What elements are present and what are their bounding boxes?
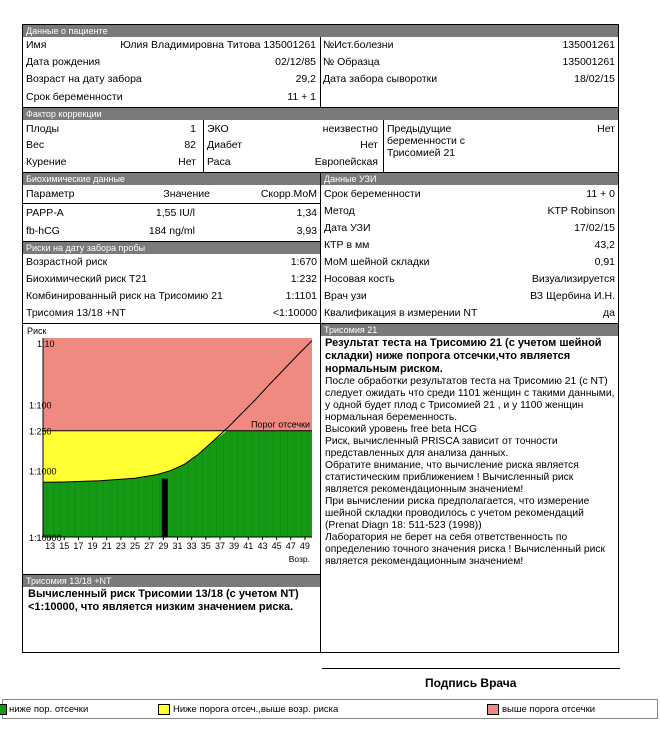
y-tick-label: 1:10	[37, 339, 55, 349]
dob-value: 02/12/85	[275, 56, 316, 68]
biochem-param: PAPP-A	[26, 207, 64, 219]
previous-value: Нет	[597, 123, 615, 135]
t21-title: Результат теста на Трисомию 21 (с учетом шейной складки) ниже попрога отсечки,что является нормальным риском.	[325, 337, 602, 375]
t21-line: После обработки результатов теста на Трисомию 21 (с NT) следует ожидать что среди 1101 женщин с такими данными, у одной будет плод с Трисомией 21 , и у 1100 женщин нормальная беременность.	[325, 376, 615, 423]
us-label: Квалификация в измерении NT	[324, 307, 478, 319]
ultrasound-header: Данные УЗИ	[321, 173, 618, 185]
risk-value: 1:1101	[285, 290, 317, 302]
race-value: Европейская	[314, 156, 378, 168]
us-label: Срок беременности	[324, 188, 421, 200]
legend-swatch-between	[158, 704, 170, 715]
us-label: Дата УЗИ	[324, 222, 371, 234]
biochem-value: 1,55 IU/l	[155, 207, 195, 219]
ultrasound-section	[320, 172, 619, 324]
us-label: КТР в мм	[324, 239, 370, 251]
risk-value: 1:670	[290, 256, 317, 268]
signature-line	[322, 668, 620, 669]
patient-marker	[162, 479, 168, 537]
diabetes-label: Диабет	[207, 139, 243, 151]
us-label: Врач узи	[324, 290, 367, 302]
patient-section	[22, 24, 619, 108]
t21-line: Лаборатория не берет на себя ответственность по определению точного значения риска ! Вычисленный риск является рекомендационным значением!	[325, 532, 606, 567]
risk-value: <1:10000	[272, 307, 317, 319]
previous-label: Предыдущие беременности с Трисомией 21	[387, 123, 466, 159]
us-label: Метод	[324, 205, 355, 217]
us-value: 43,2	[594, 239, 615, 251]
fetuses-label: Плоды	[26, 123, 60, 135]
serum-date-value: 18/02/15	[574, 73, 615, 85]
biochem-mom: 1,34	[296, 207, 317, 219]
history-value: 135001261	[562, 39, 615, 51]
legend-below: ниже пор. отсечки	[9, 704, 89, 715]
t1318-section	[22, 574, 321, 653]
x-tick-label: 39	[229, 541, 240, 551]
sample-label: № Образца	[323, 56, 380, 68]
t21-line: Высокий уровень free beta HCG	[325, 424, 477, 435]
eco-value: неизвестно	[322, 123, 378, 135]
risk-label: Комбинированный риск на Трисомию 21	[26, 290, 223, 302]
legend-between: Ниже порога отсеч.,выше возр. риска	[173, 704, 339, 715]
risks-section	[22, 241, 321, 324]
risk-chart-section	[22, 323, 321, 575]
cutoff-label: Порог отсечки	[251, 419, 310, 430]
patient-header: Данные о пациенте	[23, 25, 618, 37]
x-tick-label: 27	[144, 541, 155, 551]
us-label: МоМ шейной складки	[324, 256, 430, 268]
col-mom: Скорр.МоМ	[260, 188, 317, 200]
chart-title: Риск	[27, 326, 47, 336]
sample-value: 135001261	[562, 56, 615, 68]
race-label: Раса	[207, 156, 231, 168]
signature-label: Подпись Врача	[425, 676, 517, 690]
t21-header: Трисомия 21	[321, 324, 618, 336]
name-label: Имя	[26, 39, 47, 51]
x-tick-label: 29	[158, 541, 169, 551]
term-label: Срок беременности	[26, 91, 123, 103]
risk-label: Трисомия 13/18 +NT	[26, 307, 126, 319]
x-tick-label: 49	[299, 541, 310, 551]
x-tick-label: 13	[45, 541, 56, 551]
age-value: 29,2	[295, 73, 316, 85]
y-tick-label: 1:100	[29, 400, 52, 411]
legend-above: выше порога отсечки	[502, 704, 596, 715]
correction-section	[22, 107, 619, 173]
y-tick-label: 1:10000	[29, 533, 62, 543]
x-tick-label: 21	[101, 541, 112, 551]
legend-swatch-above	[487, 704, 499, 715]
t1318-text: Вычисленный риск Трисомии 13/18 (с учетом NT) <1:10000, что является низким значением риска.	[28, 588, 299, 613]
zone-above-cover	[43, 338, 312, 431]
name-value: Юлия Владимировна Титова 135001261	[120, 39, 316, 51]
x-tick-label: 17	[73, 541, 84, 551]
legend	[2, 699, 658, 719]
us-value: 0,91	[594, 256, 615, 268]
us-value: Визуализируется	[531, 273, 615, 285]
x-tick-label: 19	[87, 541, 98, 551]
risk-label: Биохимический риск Т21	[26, 273, 148, 285]
y-tick-label: 1:250	[29, 426, 52, 437]
t21-line: Обратите внимание, что вычисление риска является статистическим приближением ! Вычисленный риск является рекомендационным значением!	[325, 460, 579, 495]
history-label: №Ист.болезни	[323, 39, 394, 51]
biochem-header: Биохимические данные	[23, 173, 320, 185]
x-tick-label: 33	[186, 541, 197, 551]
x-tick-label: 35	[200, 541, 211, 551]
t1318-header: Трисомия 13/18 +NT	[23, 575, 320, 587]
t21-line: При вычислении риска предполагается, что измерение шейной складки проводилось с учетом рекомендаций (Prenat Diagn 18: 511-523 (1998))	[325, 496, 590, 531]
x-tick-label: 15	[59, 541, 70, 551]
x-tick-label: 47	[285, 541, 296, 551]
x-tick-label: 37	[214, 541, 225, 551]
col-param: Параметр	[26, 188, 75, 200]
x-axis-label: Возр.	[288, 554, 310, 564]
weight-value: 82	[184, 139, 196, 151]
biochem-mom: 3,93	[296, 225, 317, 237]
us-value: 17/02/15	[574, 222, 615, 234]
x-tick-label: 25	[130, 541, 141, 551]
biochem-param: fb-hCG	[26, 225, 60, 237]
risk-value: 1:232	[290, 273, 317, 285]
x-tick-label: 41	[243, 541, 254, 551]
x-tick-label: 43	[257, 541, 268, 551]
fetuses-value: 1	[190, 123, 196, 135]
risk-label: Возрастной риск	[26, 256, 108, 268]
diabetes-value: Нет	[360, 139, 378, 151]
y-tick-label: 1:1000	[29, 466, 57, 477]
biochem-value: 184 ng/ml	[148, 225, 195, 237]
weight-label: Вес	[26, 139, 45, 151]
correction-header: Фактор коррекции	[23, 108, 618, 120]
term-value: 11 + 1	[287, 91, 316, 103]
smoking-value: Нет	[178, 156, 196, 168]
us-value: KTP Robinson	[547, 205, 615, 217]
biochem-section	[22, 172, 321, 242]
serum-date-label: Дата забора сыворотки	[323, 73, 438, 85]
x-tick-label: 45	[271, 541, 282, 551]
x-tick-label: 31	[172, 541, 183, 551]
dob-label: Дата рождения	[26, 56, 101, 68]
eco-label: ЭКО	[207, 123, 229, 135]
t21-line: Риск, вычисленный PRISCA зависит от точности представленных для анализа данных.	[325, 436, 558, 459]
risks-header: Риски на дату забора пробы	[23, 242, 320, 254]
x-tick-label: 23	[115, 541, 126, 551]
age-label: Возраст на дату забора	[26, 73, 142, 85]
t21-section	[320, 323, 619, 653]
us-value: да	[603, 307, 615, 319]
legend-swatch-below	[0, 704, 7, 715]
risk-chart	[23, 324, 320, 574]
us-label: Носовая кость	[324, 273, 395, 285]
us-value: ВЗ Щербина И.Н.	[530, 290, 615, 302]
col-value: Значение	[163, 188, 210, 200]
smoking-label: Курение	[26, 156, 67, 168]
us-value: 11 + 0	[586, 188, 615, 200]
